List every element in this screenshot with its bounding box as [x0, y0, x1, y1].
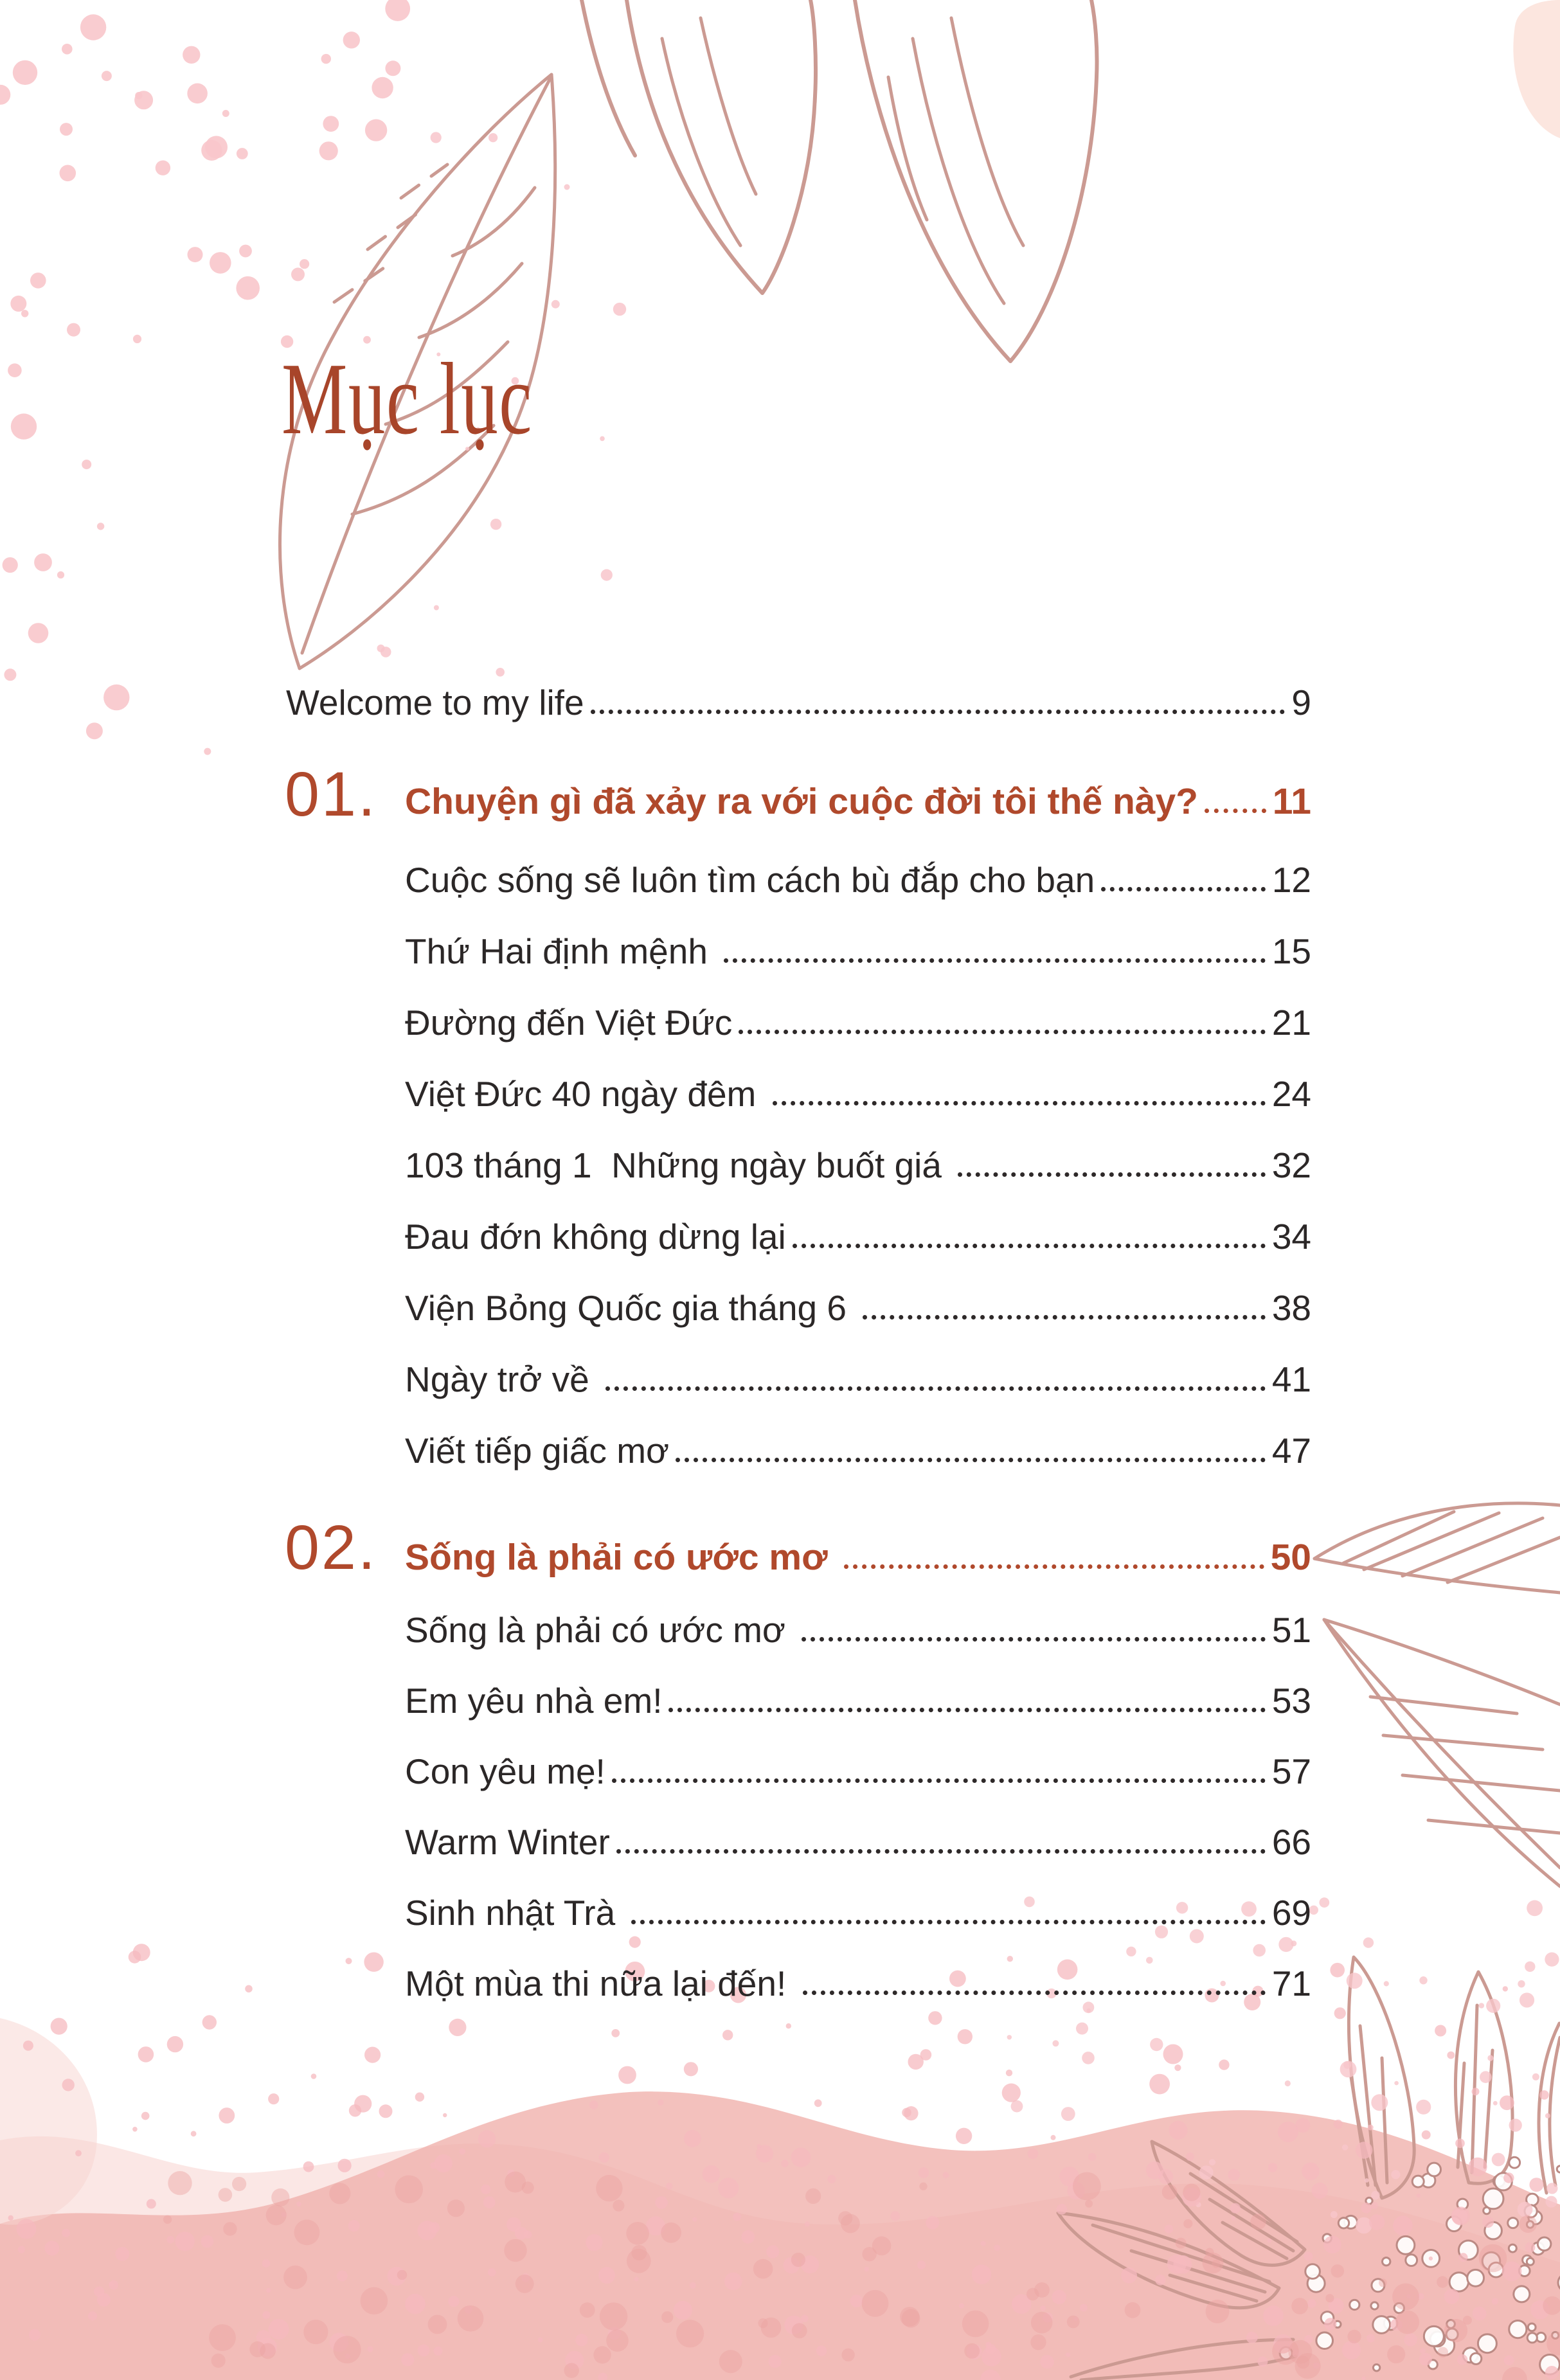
toc-entry	[405, 1964, 1311, 2003]
dot-leader	[844, 1564, 1264, 1569]
toc-entry-label: 103 tháng 1 Những ngày buốt giá	[405, 1145, 952, 1185]
dot-leader	[793, 1244, 1266, 1248]
toc-entry-page: 21	[1271, 1003, 1311, 1042]
toc-entry-label: Sinh nhật Trà	[405, 1893, 625, 1933]
toc-entry-label: Warm Winter	[405, 1822, 610, 1862]
dot-leader	[676, 1458, 1266, 1462]
dot-leader	[1205, 809, 1266, 813]
right-leaves-sketch-decoration	[1314, 1503, 1560, 1886]
toc-entry	[405, 1610, 1311, 1650]
dot-leader	[668, 1708, 1265, 1712]
toc-entry-label: Đường đến Việt Đức	[405, 1003, 733, 1042]
dot-leader	[616, 1849, 1266, 1854]
toc-chapter-title: Sống là phải có ước mơ	[405, 1537, 838, 1578]
toc-entry	[405, 1681, 1311, 1721]
dot-leader	[724, 958, 1266, 963]
toc-entry-label: Thứ Hai định mệnh	[405, 931, 718, 971]
toc-entry-label: Viết tiếp giấc mơ	[405, 1431, 670, 1471]
toc-entry-page: 51	[1271, 1610, 1311, 1650]
toc-entry	[286, 683, 1311, 722]
dot-leader	[739, 1030, 1266, 1034]
toc-chapter-row	[405, 782, 1311, 821]
toc-entry	[405, 1003, 1311, 1042]
toc-entry-label: Sống là phải có ước mơ	[405, 1610, 796, 1650]
toc-entry-page: 24	[1271, 1074, 1311, 1114]
toc-entry-label: Em yêu nhà em!	[405, 1681, 663, 1721]
toc-entry	[405, 1074, 1311, 1114]
toc-entry-page: 57	[1271, 1751, 1311, 1791]
toc-entry-label: Ngày trở về	[405, 1359, 599, 1399]
toc-entry-page: 12	[1271, 860, 1311, 900]
dot-leader	[958, 1172, 1266, 1177]
toc-entry-page: 69	[1271, 1893, 1311, 1933]
toc-entry	[405, 931, 1311, 971]
toc-chapter-page: 50	[1270, 1537, 1311, 1578]
toc-entry-page: 38	[1271, 1288, 1311, 1328]
toc-entry-label: Welcome to my life	[286, 683, 584, 722]
toc-entry-label: Đau đớn không dừng lại	[405, 1217, 786, 1257]
dot-leader	[802, 1637, 1266, 1642]
page-title: Mục lục	[282, 341, 533, 456]
toc-entry-label: Cuộc sống sẽ luôn tìm cách bù đắp cho bạn	[405, 860, 1095, 900]
dot-leader	[863, 1315, 1266, 1320]
dot-leader	[605, 1386, 1266, 1391]
toc-entry-page: 41	[1271, 1359, 1311, 1399]
toc-entry	[405, 1217, 1311, 1257]
toc-entry	[405, 1893, 1311, 1933]
toc-chapter-row	[405, 1537, 1311, 1577]
toc-entry-page: 15	[1271, 931, 1311, 971]
petal-sketch-decoration	[582, 0, 1097, 361]
toc-entry-page: 9	[1291, 683, 1311, 722]
dot-leader	[591, 710, 1286, 714]
toc-entry-page: 34	[1271, 1217, 1311, 1257]
dot-leader	[1101, 887, 1266, 891]
toc-entry-label: Viện Bỏng Quốc gia tháng 6	[405, 1288, 857, 1328]
dot-leader	[631, 1920, 1265, 1924]
toc-entry	[405, 1431, 1311, 1471]
toc-entry-label: Con yêu mẹ!	[405, 1751, 605, 1791]
toc-entry-label: Việt Đức 40 ngày đêm	[405, 1074, 766, 1114]
toc-chapter-title: Chuyện gì đã xảy ra với cuộc đời tôi thế này?	[405, 781, 1198, 822]
toc-entry	[405, 1145, 1311, 1185]
toc-chapter-page: 11	[1272, 781, 1311, 822]
dot-leader	[612, 1778, 1266, 1783]
toc-entry	[405, 1822, 1311, 1862]
section-number: 01.	[285, 759, 377, 829]
toc-entry-page: 66	[1271, 1822, 1311, 1862]
dot-leader	[773, 1101, 1266, 1105]
toc-entry	[405, 1751, 1311, 1791]
section-number: 02.	[285, 1512, 377, 1582]
toc-entry-label: Một mùa thi nữa lại đến!	[405, 1964, 796, 2003]
toc-entry	[405, 1359, 1311, 1399]
toc-entry	[405, 860, 1311, 900]
toc-entry-page: 71	[1271, 1964, 1311, 2003]
toc-entry-page: 53	[1271, 1681, 1311, 1721]
toc-entry	[405, 1288, 1311, 1328]
toc-entry-page: 32	[1271, 1145, 1311, 1185]
toc-entry-page: 47	[1271, 1431, 1311, 1471]
dot-leader	[803, 1991, 1266, 1995]
